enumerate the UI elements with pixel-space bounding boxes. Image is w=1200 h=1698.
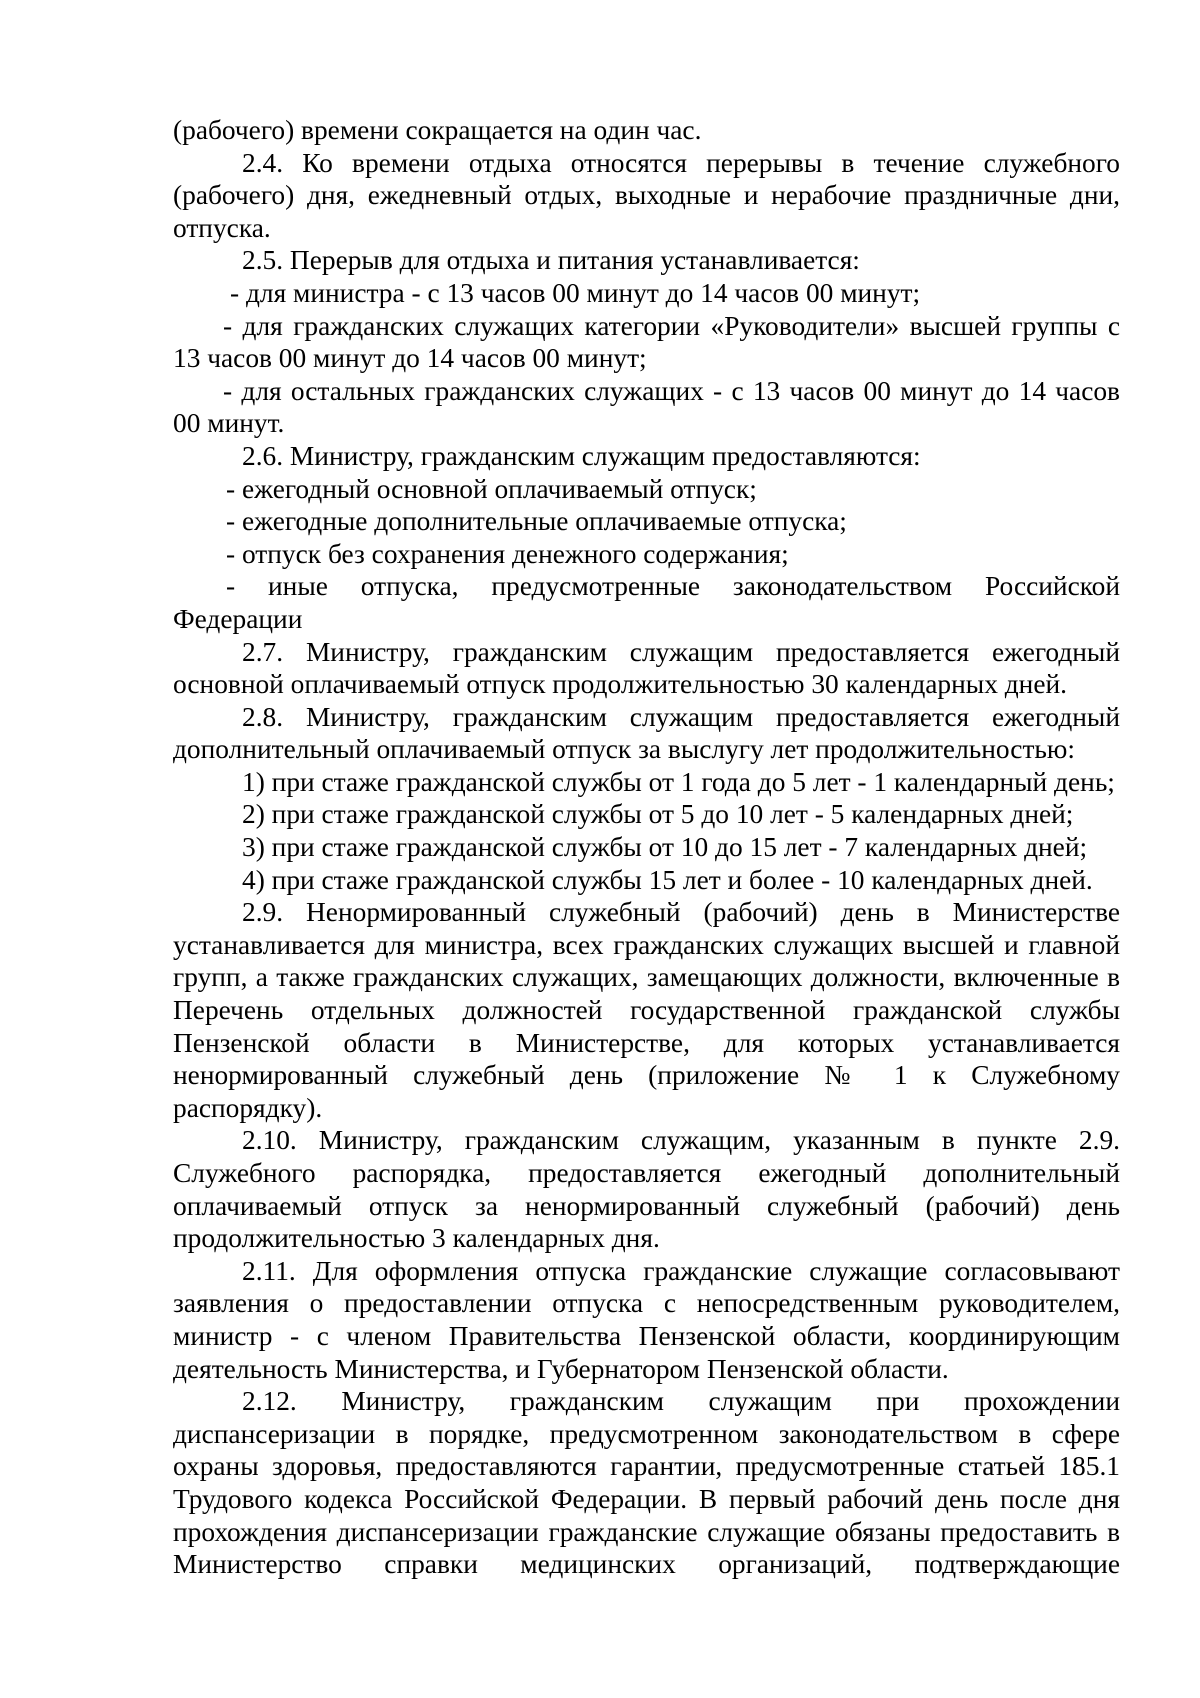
list-item-additional-leave: - ежегодные дополнительные оплачиваемые отпуска; — [226, 506, 847, 537]
list-item-seniority-4: 4) при стаже гражданской службы 15 лет и более - 10 календарных дней. — [242, 864, 1093, 895]
list-item-other-leave: - иные отпуска, предусмотренные законодательством Российской Федерации — [173, 571, 1120, 634]
paragraph-2-9: 2.9. Ненормированный служебный (рабочий) день в Министерстве устанавливается для министра, всех гражданских служащих высшей и главной групп, а также гражданских служащих, замещающих должности, включенные в Перечень отдельных должностей государственной гражданской службы Пензенской области в Министерстве, для которых устанавливается ненормированный служебный день (приложение № 1 к Служебному распорядку). — [173, 897, 1120, 1123]
list-item-others-break: - для остальных гражданских служащих - с 13 часов 00 минут до 14 часов 00 минут. — [173, 375, 1120, 439]
paragraph-2-5: 2.5. Перерыв для отдыха и питания устанавливается: — [242, 245, 860, 276]
paragraph-2-11: 2.11. Для оформления отпуска гражданские служащие согласовывают заявления о предоставлении отпуска с непосредственным руководителем, министр - с членом Правительства Пензенской области, координирующим деятельность Министерства, и Губернатором Пензенской области. — [173, 1255, 1120, 1384]
list-item-seniority-2: 2) при стаже гражданской службы от 5 до 10 лет - 5 календарных дней; — [242, 799, 1074, 830]
list-item-seniority-3: 3) при стаже гражданской службы от 10 до 15 лет - 7 календарных дней; — [242, 832, 1088, 863]
document-body — [173, 114, 1120, 1581]
paragraph-2-8: 2.8. Министру, гражданским служащим предоставляется ежегодный дополнительный оплачиваемый отпуск за выслугу лет продолжительностью: — [173, 701, 1120, 765]
paragraph-continuation: (рабочего) времени сокращается на один час. — [173, 115, 702, 145]
list-item-annual-leave: - ежегодный основной оплачиваемый отпуск; — [226, 473, 757, 504]
list-item-managers-break: - для гражданских служащих категории «Руководители» высшей группы с 13 часов 00 минут до 14 часов 00 минут; — [173, 310, 1120, 374]
paragraph-2-7: 2.7. Министру, гражданским служащим предоставляется ежегодный основной оплачиваемый отпуск продолжительностью 30 календарных дней. — [173, 636, 1120, 700]
paragraph-2-10: 2.10. Министру, гражданским служащим, указанным в пункте 2.9. Служебного распорядка, предоставляется ежегодный дополнительный оплачиваемый отпуск за ненормированный служебный (рабочий) день продолжительностью 3 календарных дня. — [173, 1125, 1120, 1254]
list-item-seniority-1: 1) при стаже гражданской службы от 1 года до 5 лет - 1 календарный день; — [242, 766, 1115, 797]
paragraph-2-4: 2.4. Ко времени отдыха относятся перерывы в течение служебного (рабочего) дня, ежедневный отдых, выходные и нерабочие праздничные дни, отпуска. — [173, 147, 1120, 243]
paragraph-2-12: 2.12. Министру, гражданским служащим при прохождении диспансеризации в порядке, предусмотренном законодательством в сфере охраны здоровья, предоставляются гарантии, предусмотренные статьей 185.1 Трудового кодекса Российской Федерации. В первый рабочий день после дня прохождения диспансеризации гражданские служащие обязаны предоставить в Министерство справки медицинских организаций, подтверждающие — [173, 1386, 1120, 1580]
list-item-unpaid-leave: - отпуск без сохранения денежного содержания; — [226, 538, 789, 569]
list-item-minister-break: - для министра - с 13 часов 00 минут до 14 часов 00 минут; — [230, 277, 921, 308]
paragraph-2-6: 2.6. Министру, гражданским служащим предоставляются: — [242, 440, 921, 471]
